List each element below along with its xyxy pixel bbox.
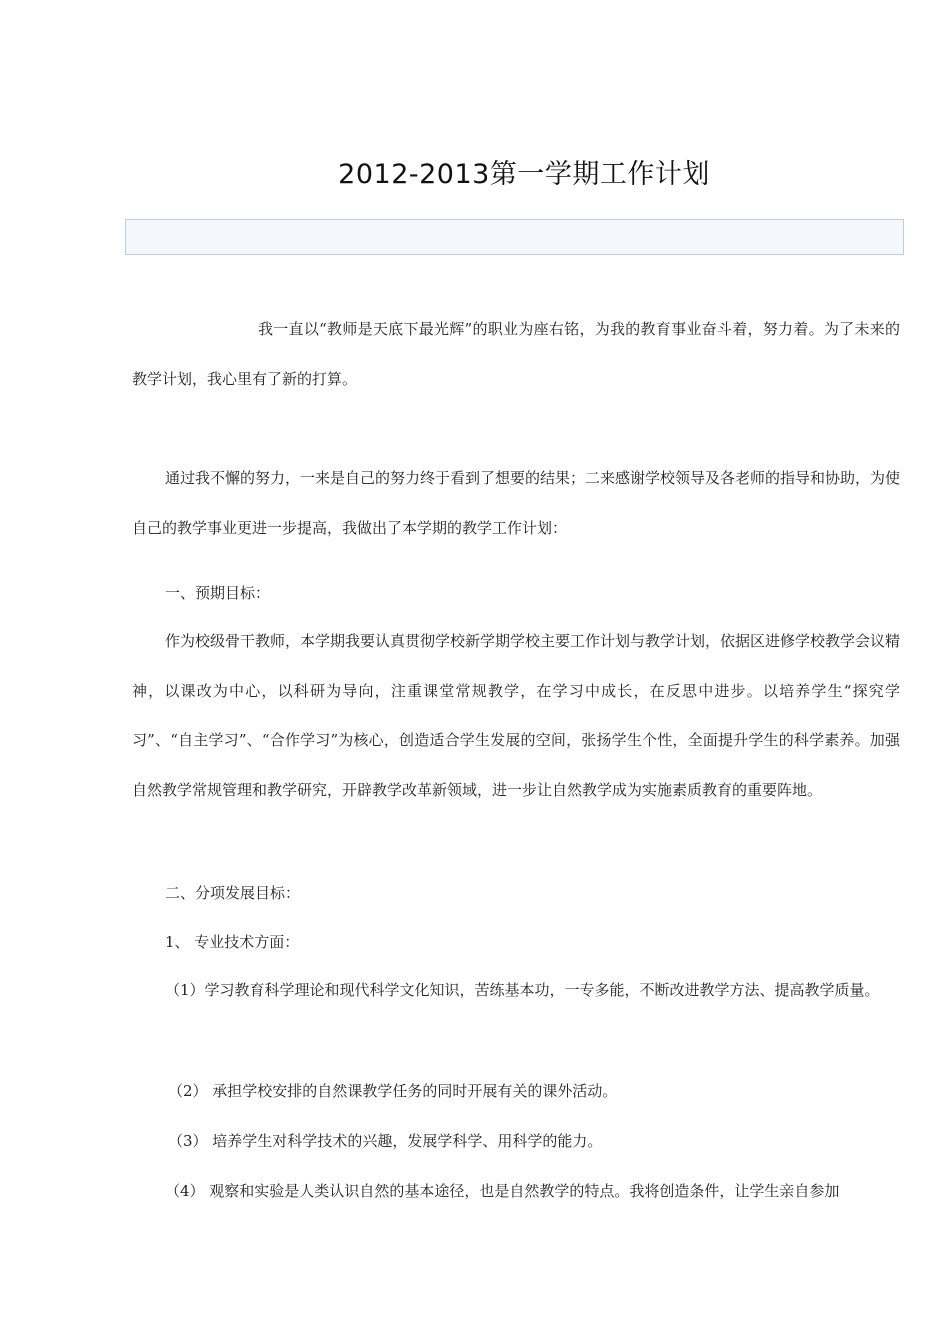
list-item-4: （4） 观察和实验是人类认识自然的基本途径，也是自然教学的特点。我将创造条件，让学生亲自参加 — [165, 1182, 840, 1200]
list-item-2: （2） 承担学校安排的自然课教学任务的同时开展有关的课外活动。 — [168, 1082, 618, 1100]
subsection-1-heading: 1、 专业技术方面： — [165, 933, 300, 951]
paragraph-1: 通过我不懈的努力，一来是自己的努力终于看到了想要的结果；二来感谢学校领导及各老师的指导和协助，为使自己的教学事业更进一步提高，我做出了本学期的教学工作计划： — [132, 469, 901, 537]
section-1-heading: 一、预期目标： — [165, 584, 271, 602]
intro-paragraph: 我一直以“教师是天底下最光辉”的职业为座右铭，为我的教育事业奋斗着，努力着。为了未来的教学计划，我心里有了新的打算。 — [132, 320, 900, 388]
header-banner — [125, 219, 904, 255]
section-1-body: 作为校级骨干教师，本学期我要认真贯彻学校新学期学校主要工作计划与教学计划，依据区进修学校教学会议精神，以课改为中心，以科研为导向，注重课堂常规教学，在学习中成长，在反思中进步。以培养学生“探究学习”、“自主学习”、“合作学习”为核心，创造适合学生发展的空间，张扬学生个性，全面提升学生的科学素养。加强自然教学常规管理和教学研究，开辟教学改革新领域，进一步让自然教学成为实施素质教育的重要阵地。 — [132, 632, 901, 799]
list-item-3: （3） 培养学生对科学技术的兴趣，发展学科学、用科学的能力。 — [168, 1132, 603, 1150]
list-item-1: （1）学习教育科学理论和现代科学文化知识，苦练基本功，一专多能，不断改进教学方法、提高教学质量。 — [165, 981, 880, 999]
document-title: 2012-2013第一学期工作计划 — [338, 159, 710, 190]
section-2-heading: 二、分项发展目标： — [165, 884, 301, 902]
